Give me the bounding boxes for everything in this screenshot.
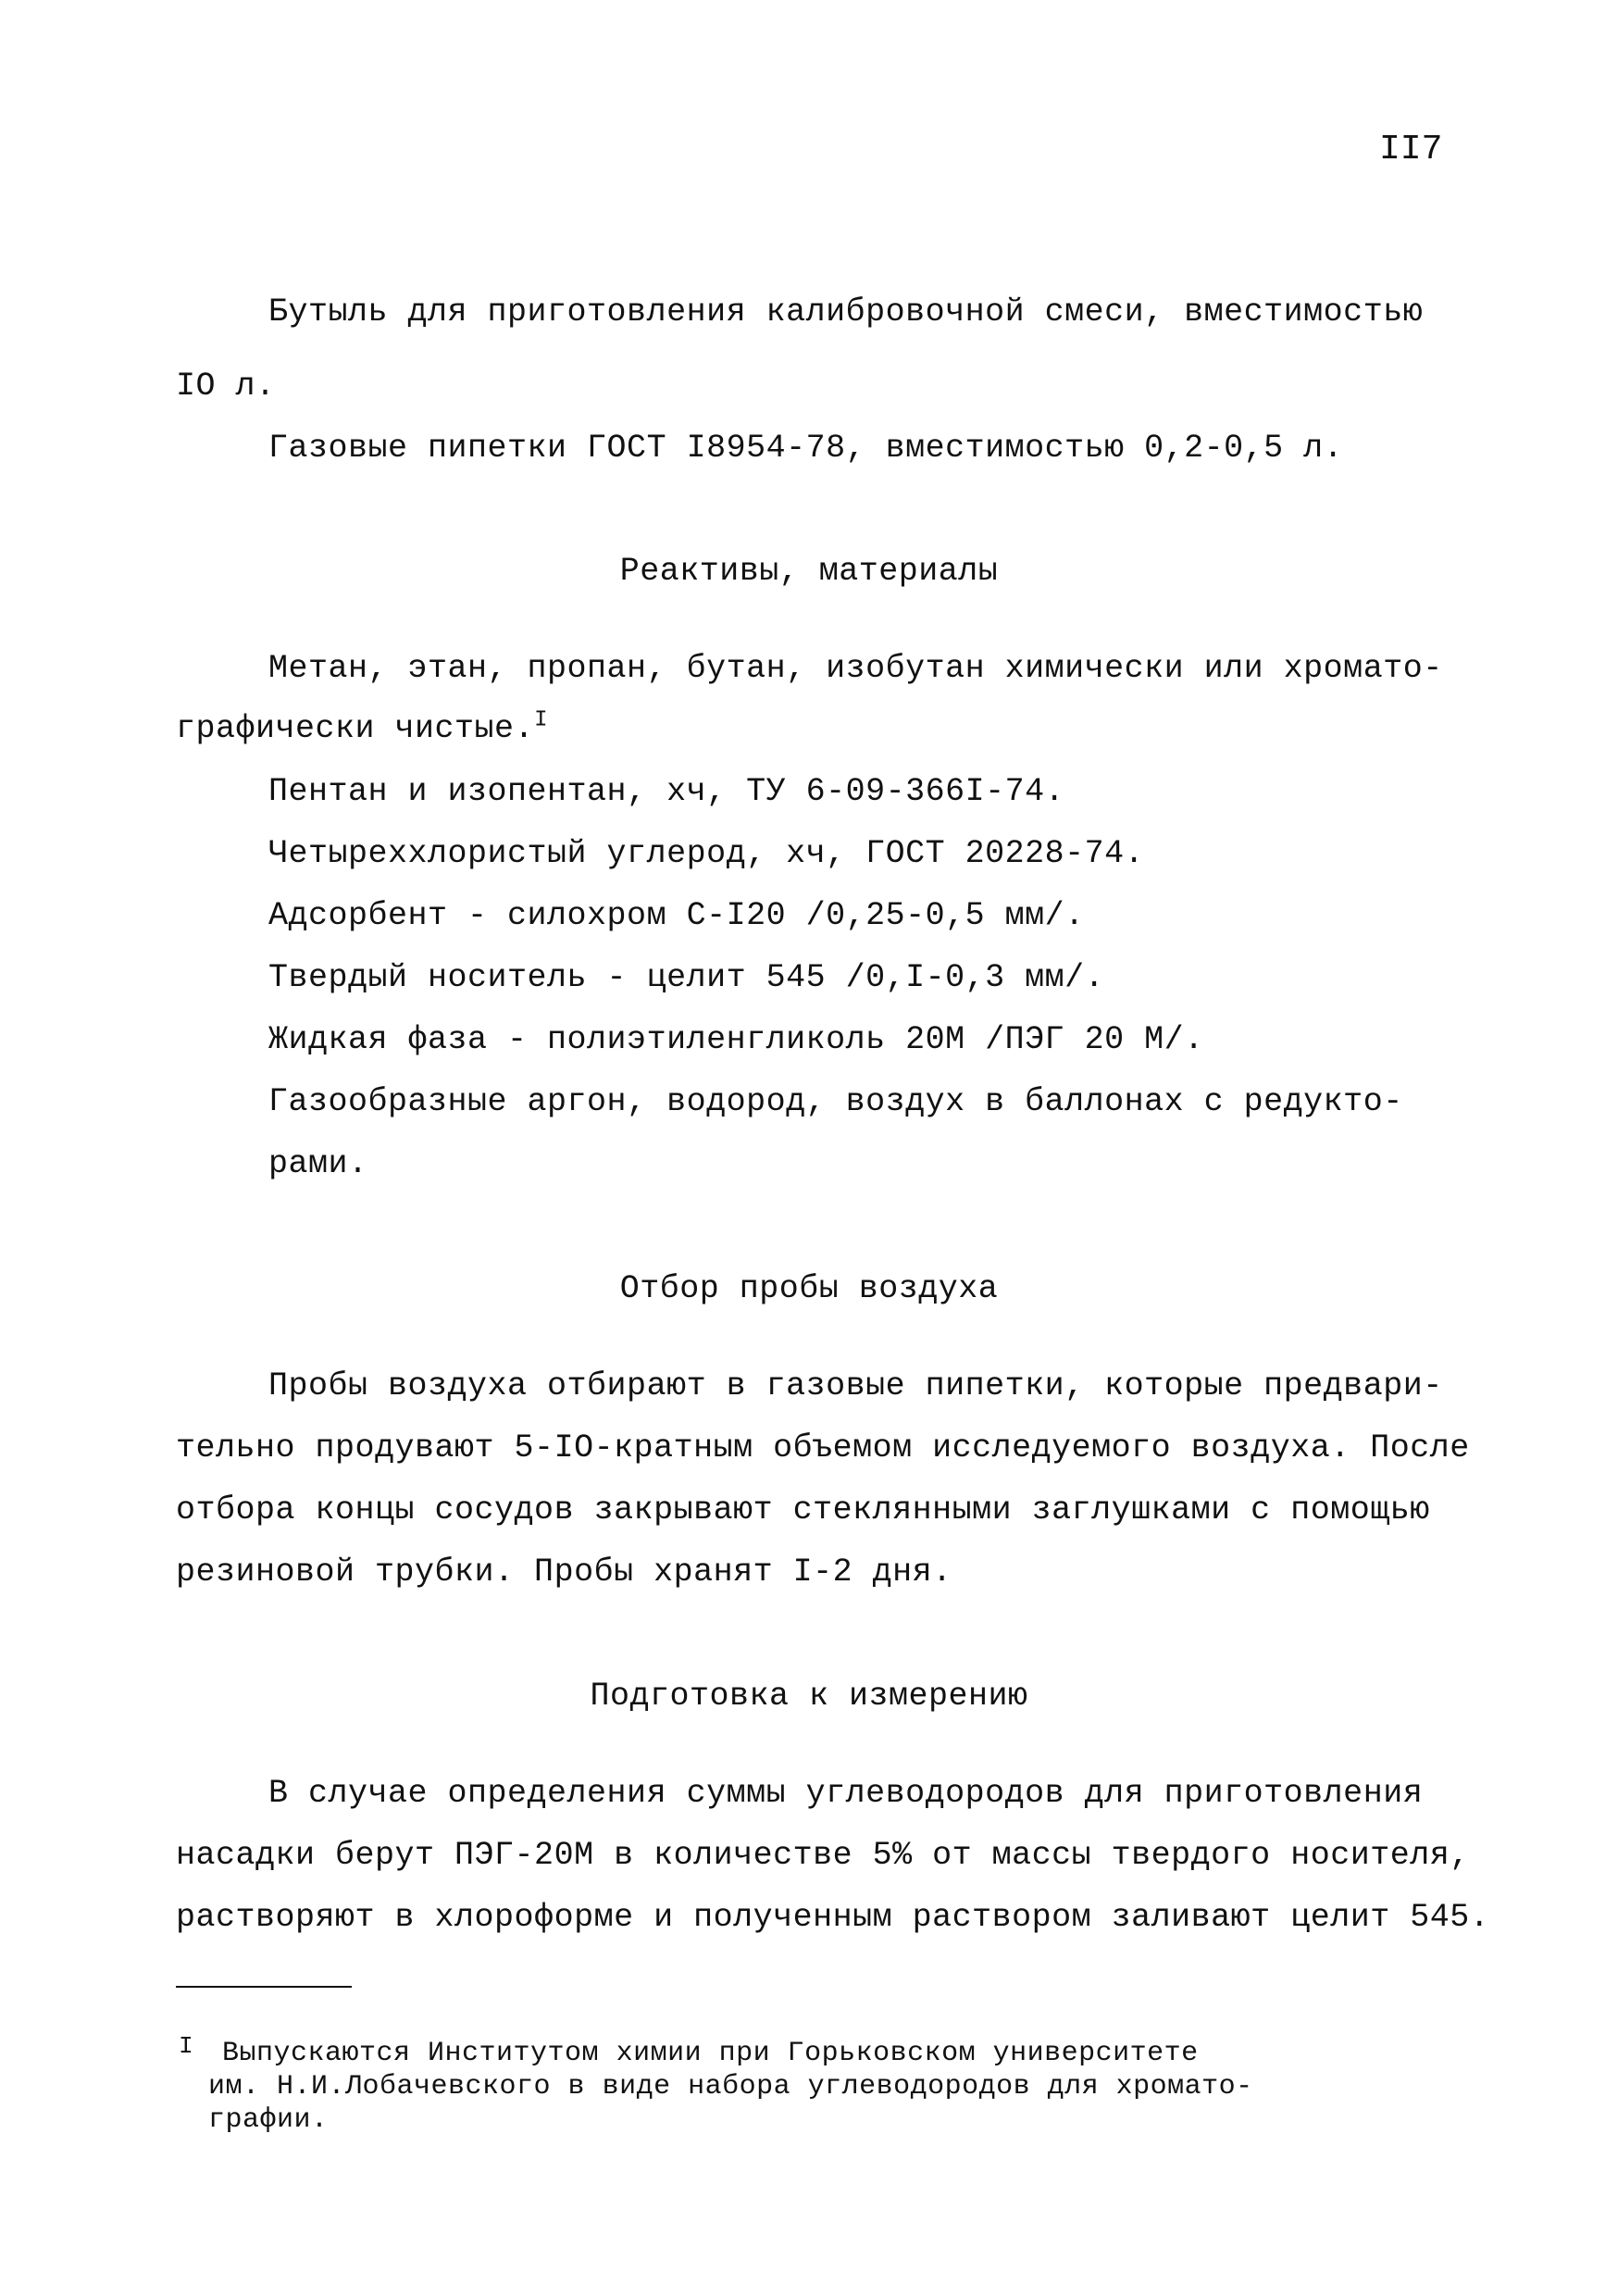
reagent-item-1-line-1: Метан, этан, пропан, бутан, изобутан химически или хромато- bbox=[268, 650, 1443, 687]
sampling-line-1: Пробы воздуха отбирают в газовые пипетки, которые предвари- bbox=[268, 1367, 1443, 1404]
reagent-item-3: Четыреххлористый углерод, хч, ГОСТ 20228-74. bbox=[268, 835, 1145, 872]
reagent-item-1-text: графически чистые. bbox=[176, 710, 535, 747]
reagents-heading: Реактивы, материалы bbox=[619, 553, 999, 590]
reagent-item-7-line-1: Газообразные аргон, водород, воздух в баллонах с редукто- bbox=[268, 1083, 1403, 1120]
sampling-line-4: резиновой трубки. Пробы хранят I-2 дня. bbox=[176, 1554, 952, 1591]
reagent-item-1-line-2 bbox=[176, 708, 548, 749]
preparation-line-2: насадки берут ПЭГ-20М в количестве 5% от массы твердого носителя, bbox=[176, 1837, 1470, 1874]
reagent-item-5: Твердый носитель - целит 545 /0,I-0,3 мм/. bbox=[268, 959, 1105, 996]
footnote-divider bbox=[176, 1986, 352, 1988]
footnote-line-3: графии. bbox=[208, 2104, 329, 2136]
preparation-heading: Подготовка к измерению bbox=[590, 1678, 1028, 1715]
reagent-item-7-line-2: рами. bbox=[268, 1145, 368, 1182]
page-number: II7 bbox=[1379, 130, 1443, 169]
reagent-item-6: Жидкая фаза - полиэтиленгликоль 20М /ПЭГ 20 М/. bbox=[268, 1021, 1204, 1058]
footnote-mark: I bbox=[179, 2032, 194, 2060]
sampling-line-3: отбора концы сосудов закрывают стеклянными заглушками с помощью bbox=[176, 1491, 1430, 1529]
reagent-item-4: Адсорбент - силохром С-I20 /0,25-0,5 мм/. bbox=[268, 897, 1085, 934]
footnote-line-1: Выпускаются Институтом химии при Горьковском университете bbox=[222, 2038, 1199, 2069]
footnote-line-2: им. Н.И.Лобачевского в виде набора углеводородов для хромато- bbox=[208, 2071, 1253, 2103]
footnote-marker: I bbox=[534, 707, 548, 733]
sampling-heading: Отбор пробы воздуха bbox=[619, 1270, 999, 1307]
preparation-line-1: В случае определения суммы углеводородов для приготовления bbox=[268, 1775, 1424, 1812]
sampling-line-2: тельно продувают 5-IO-кратным объемом исследуемого воздуха. После bbox=[176, 1429, 1470, 1466]
equipment-line-3: Газовые пипетки ГОСТ I8954-78, вместимостью 0,2-0,5 л. bbox=[268, 430, 1344, 467]
preparation-line-3: растворяют в хлороформе и полученным раствором заливают целит 545. bbox=[176, 1899, 1490, 1936]
reagent-item-2: Пентан и изопентан, хч, ТУ 6-09-366I-74. bbox=[268, 773, 1065, 810]
equipment-line-1: Бутыль для приготовления калибровочной смеси, вместимостью bbox=[268, 293, 1424, 331]
equipment-line-2: IO л. bbox=[176, 368, 276, 405]
